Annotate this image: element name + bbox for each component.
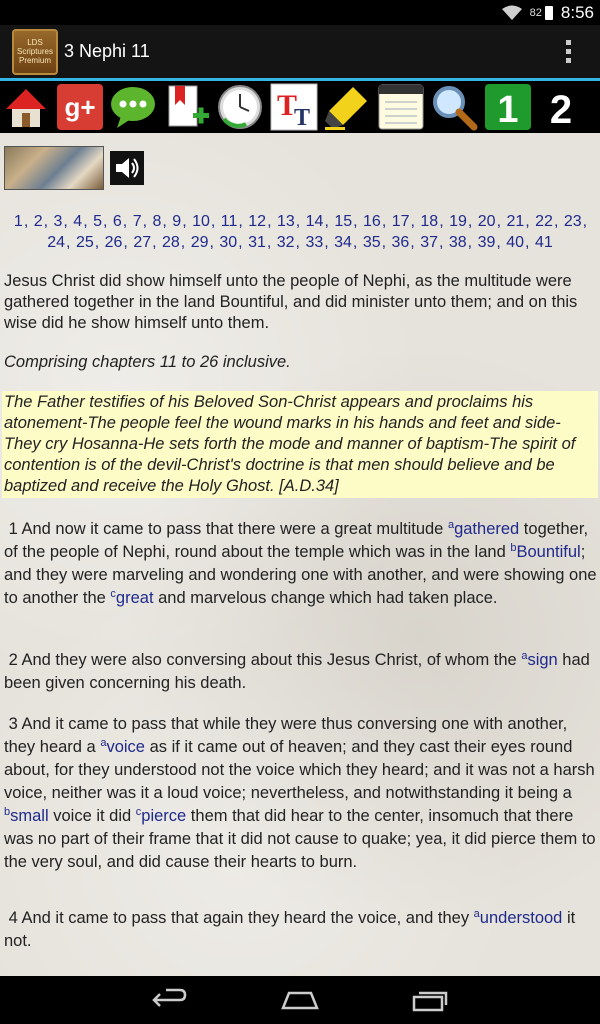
verse-number: 3 — [8, 715, 18, 733]
search-icon — [430, 83, 478, 131]
chapter-link[interactable]: 17 — [391, 213, 410, 230]
verse-4[interactable] — [4, 907, 598, 953]
chapter-link[interactable]: 4 — [73, 213, 83, 230]
chapter-link[interactable]: 38 — [448, 234, 467, 251]
home-nav-icon — [281, 990, 319, 1010]
wifi-icon — [502, 5, 522, 21]
verse-3[interactable] — [4, 713, 598, 874]
audio-button[interactable] — [110, 151, 144, 185]
share-button[interactable] — [107, 82, 159, 132]
home-icon — [2, 83, 50, 131]
footnote-link[interactable]: small — [10, 807, 49, 825]
google-plus-label: g+ — [63, 92, 96, 122]
back-icon — [152, 988, 188, 1012]
add-bookmark-icon — [163, 83, 211, 131]
chapter-link[interactable]: 26 — [104, 234, 123, 251]
navigation-bar — [0, 976, 600, 1024]
battery-icon — [545, 6, 553, 20]
home-nav-button[interactable] — [270, 980, 330, 1020]
chapter-link[interactable]: 28 — [162, 234, 180, 251]
text-size-big-t: T — [276, 89, 297, 122]
two-icon — [537, 83, 585, 131]
verse-text: and marvelous change which had taken place. — [153, 589, 498, 607]
toolbar — [0, 81, 600, 133]
chapter-content[interactable] — [0, 133, 600, 976]
text-size-button[interactable] — [268, 82, 320, 132]
chapter-link[interactable]: 1 — [13, 213, 23, 230]
chapter-link[interactable]: 13 — [276, 213, 295, 230]
google-plus-icon — [56, 83, 104, 131]
app-icon-line-2: Scriptures — [16, 47, 53, 56]
verse-text: And it came to pass that while they were thus conversing one with another, they heard a — [4, 715, 568, 756]
history-clock-icon — [216, 83, 264, 131]
page-title: 3 Nephi 11 — [64, 41, 150, 61]
footnote-marker[interactable]: a — [521, 650, 528, 662]
chapter-link[interactable]: 39 — [477, 234, 496, 251]
highlight-button[interactable] — [321, 82, 373, 132]
footnote-link[interactable]: voice — [106, 738, 145, 756]
chapter-link[interactable]: 37 — [420, 234, 438, 251]
chapter-link[interactable]: 5 — [93, 213, 102, 230]
one-icon — [484, 83, 532, 131]
footnote-link[interactable]: Bountiful — [516, 543, 581, 561]
chapter-link[interactable]: 31 — [248, 234, 266, 251]
chapter-link[interactable]: 19 — [449, 213, 467, 230]
chapter-link[interactable]: 7 — [132, 213, 142, 230]
chapter-link[interactable]: 2 — [33, 213, 43, 230]
chapter-link[interactable]: 3 — [53, 213, 63, 230]
footnote-link[interactable]: gathered — [454, 520, 520, 538]
highlighter-icon — [323, 83, 371, 131]
chapter-link[interactable]: 40 — [506, 234, 525, 251]
verse-number: 1 — [8, 520, 18, 538]
footnote-link[interactable]: great — [115, 589, 154, 607]
chapter-link[interactable]: 12 — [248, 213, 267, 230]
notes-button[interactable] — [375, 82, 427, 132]
chapter-link[interactable]: 14 — [305, 213, 324, 230]
single-pane-button[interactable] — [482, 82, 534, 132]
verse-text: together, of the people of Nephi, round about the temple which was in the land — [4, 520, 589, 561]
chapter-link[interactable]: 23 — [563, 213, 582, 230]
text-size-small-t: T — [293, 105, 310, 131]
footnote-link[interactable]: understood — [479, 909, 563, 927]
verse-2[interactable] — [4, 649, 598, 695]
verse-text: as if it came out of heaven; and they cast their eyes round about, for they understood not the voice which they heard; and it was not a harsh voice, neither was it a loud voice; nevertheless, and notwithstanding it being a — [4, 738, 595, 802]
one-label: 1 — [496, 89, 519, 131]
speaker-icon — [113, 154, 141, 182]
chapter-link[interactable]: 9 — [172, 213, 182, 230]
chapter-link[interactable]: 29 — [190, 234, 209, 251]
verse-text: voice it did — [48, 807, 136, 825]
verse-number: 4 — [8, 909, 18, 927]
chapter-link[interactable]: 35 — [362, 234, 381, 251]
chapter-link[interactable]: 21 — [506, 213, 525, 230]
chat-icon — [109, 83, 157, 131]
chapter-link[interactable]: 25 — [75, 234, 94, 251]
footnote-marker[interactable]: b — [510, 542, 517, 554]
verse-1[interactable] — [4, 518, 598, 610]
chapter-intro: Jesus Christ did show himself unto the people of Nephi, as the multitude were gathered together in the land Bountiful, and did minister unto them; and on this wise did he show himself unto them. — [4, 272, 578, 332]
chapter-link[interactable]: 22 — [535, 213, 553, 230]
chapter-link[interactable]: 20 — [477, 213, 496, 230]
chapter-link[interactable]: 41 — [534, 234, 553, 251]
footnote-marker[interactable]: b — [4, 806, 11, 818]
chapter-link[interactable]: 18 — [420, 213, 439, 230]
action-bar — [0, 25, 600, 81]
notes-icon — [377, 83, 425, 131]
verse-text: And now it came to pass that there were a great multitude — [21, 520, 448, 538]
chapter-links: 1, 2, 3, 4, 5, 6, 7, 8, 9, 10, 11, 12, 13, 14, 15, 16, 17, 18, 19, 20, 21, 22, 23, 24, 25, 26, 27, 28, 29, 30, 31, 32, 33, 34, 35, 36, 37, 38, 39, 40, 41 — [13, 213, 588, 251]
chapter-link[interactable]: 32 — [276, 234, 295, 251]
back-button[interactable] — [140, 980, 200, 1020]
footnote-link[interactable]: pierce — [141, 807, 187, 825]
chapter-link[interactable]: 11 — [220, 213, 238, 230]
chapter-link[interactable]: 16 — [363, 213, 381, 230]
home-button[interactable] — [0, 82, 52, 132]
chapter-link[interactable]: 24 — [47, 234, 66, 251]
google-plus-button[interactable] — [54, 82, 106, 132]
footnote-marker[interactable]: a — [473, 908, 480, 920]
chapter-image[interactable] — [4, 146, 104, 190]
chapter-link[interactable]: 34 — [334, 234, 352, 251]
verse-text: them that did hear to the center, insomuch that there was no part of their frame that it did not cause to quake; yea, it did pierce them to the very soul, and did cause their hearts to burn. — [4, 807, 596, 871]
chapter-link[interactable]: 33 — [305, 234, 324, 251]
verse-number: 2 — [8, 651, 18, 669]
chapter-link[interactable]: 8 — [152, 213, 162, 230]
text-size-icon — [270, 83, 318, 131]
chapter-comprising-note: Comprising chapters 11 to 26 inclusive. — [4, 353, 291, 371]
chapter-link[interactable]: 36 — [391, 234, 410, 251]
media-row — [4, 146, 144, 190]
verse-text: And it came to pass that again they heard the voice, and they — [21, 909, 474, 927]
overflow-menu-icon[interactable] — [548, 32, 588, 72]
dual-pane-button[interactable] — [535, 82, 587, 132]
chapter-summary: The Father testifies of his Beloved Son-Christ appears and proclaims his atonement-The people feel the wound marks in his hands and feet and side-They cry Hosanna-He sets forth the mode and manner of baptism-The spirit of contention is of the devil-Christ's doctrine is that men should believe and be baptized and receive the Holy Ghost. [A.D.34] — [2, 391, 598, 498]
footnote-marker[interactable]: a — [447, 519, 455, 531]
status-bar — [0, 0, 600, 25]
verse-text: it not. — [4, 909, 576, 950]
verse-text: ; and they were marveling and wondering one with another, and were showing one to another the — [4, 543, 597, 607]
footnote-marker[interactable]: c — [135, 806, 142, 818]
app-icon-line-3: Premium — [18, 56, 51, 65]
add-bookmark-button[interactable] — [161, 82, 213, 132]
recents-icon — [412, 988, 448, 1012]
app-icon[interactable] — [12, 29, 58, 75]
chapter-link[interactable]: 10 — [192, 213, 210, 230]
clock: 8:56 — [560, 2, 594, 22]
two-label: 2 — [549, 88, 573, 131]
recents-button[interactable] — [400, 980, 460, 1020]
battery-percent: 82 — [529, 6, 542, 19]
history-button[interactable] — [214, 82, 266, 132]
chapter-link[interactable]: 6 — [112, 213, 122, 230]
footnote-link[interactable]: sign — [527, 651, 558, 669]
app-icon-line-1: LDS — [27, 38, 43, 47]
verse-text: had been given concerning his death. — [4, 651, 590, 692]
chapter-link[interactable]: 30 — [219, 234, 238, 251]
chapter-link[interactable]: 15 — [334, 213, 353, 230]
chapter-link[interactable]: 27 — [133, 234, 152, 251]
verse-text: And they were also conversing about this Jesus Christ, of whom the — [21, 651, 522, 669]
search-button[interactable] — [428, 82, 480, 132]
footnote-marker[interactable]: a — [100, 737, 107, 749]
footnote-marker[interactable]: c — [110, 588, 116, 600]
